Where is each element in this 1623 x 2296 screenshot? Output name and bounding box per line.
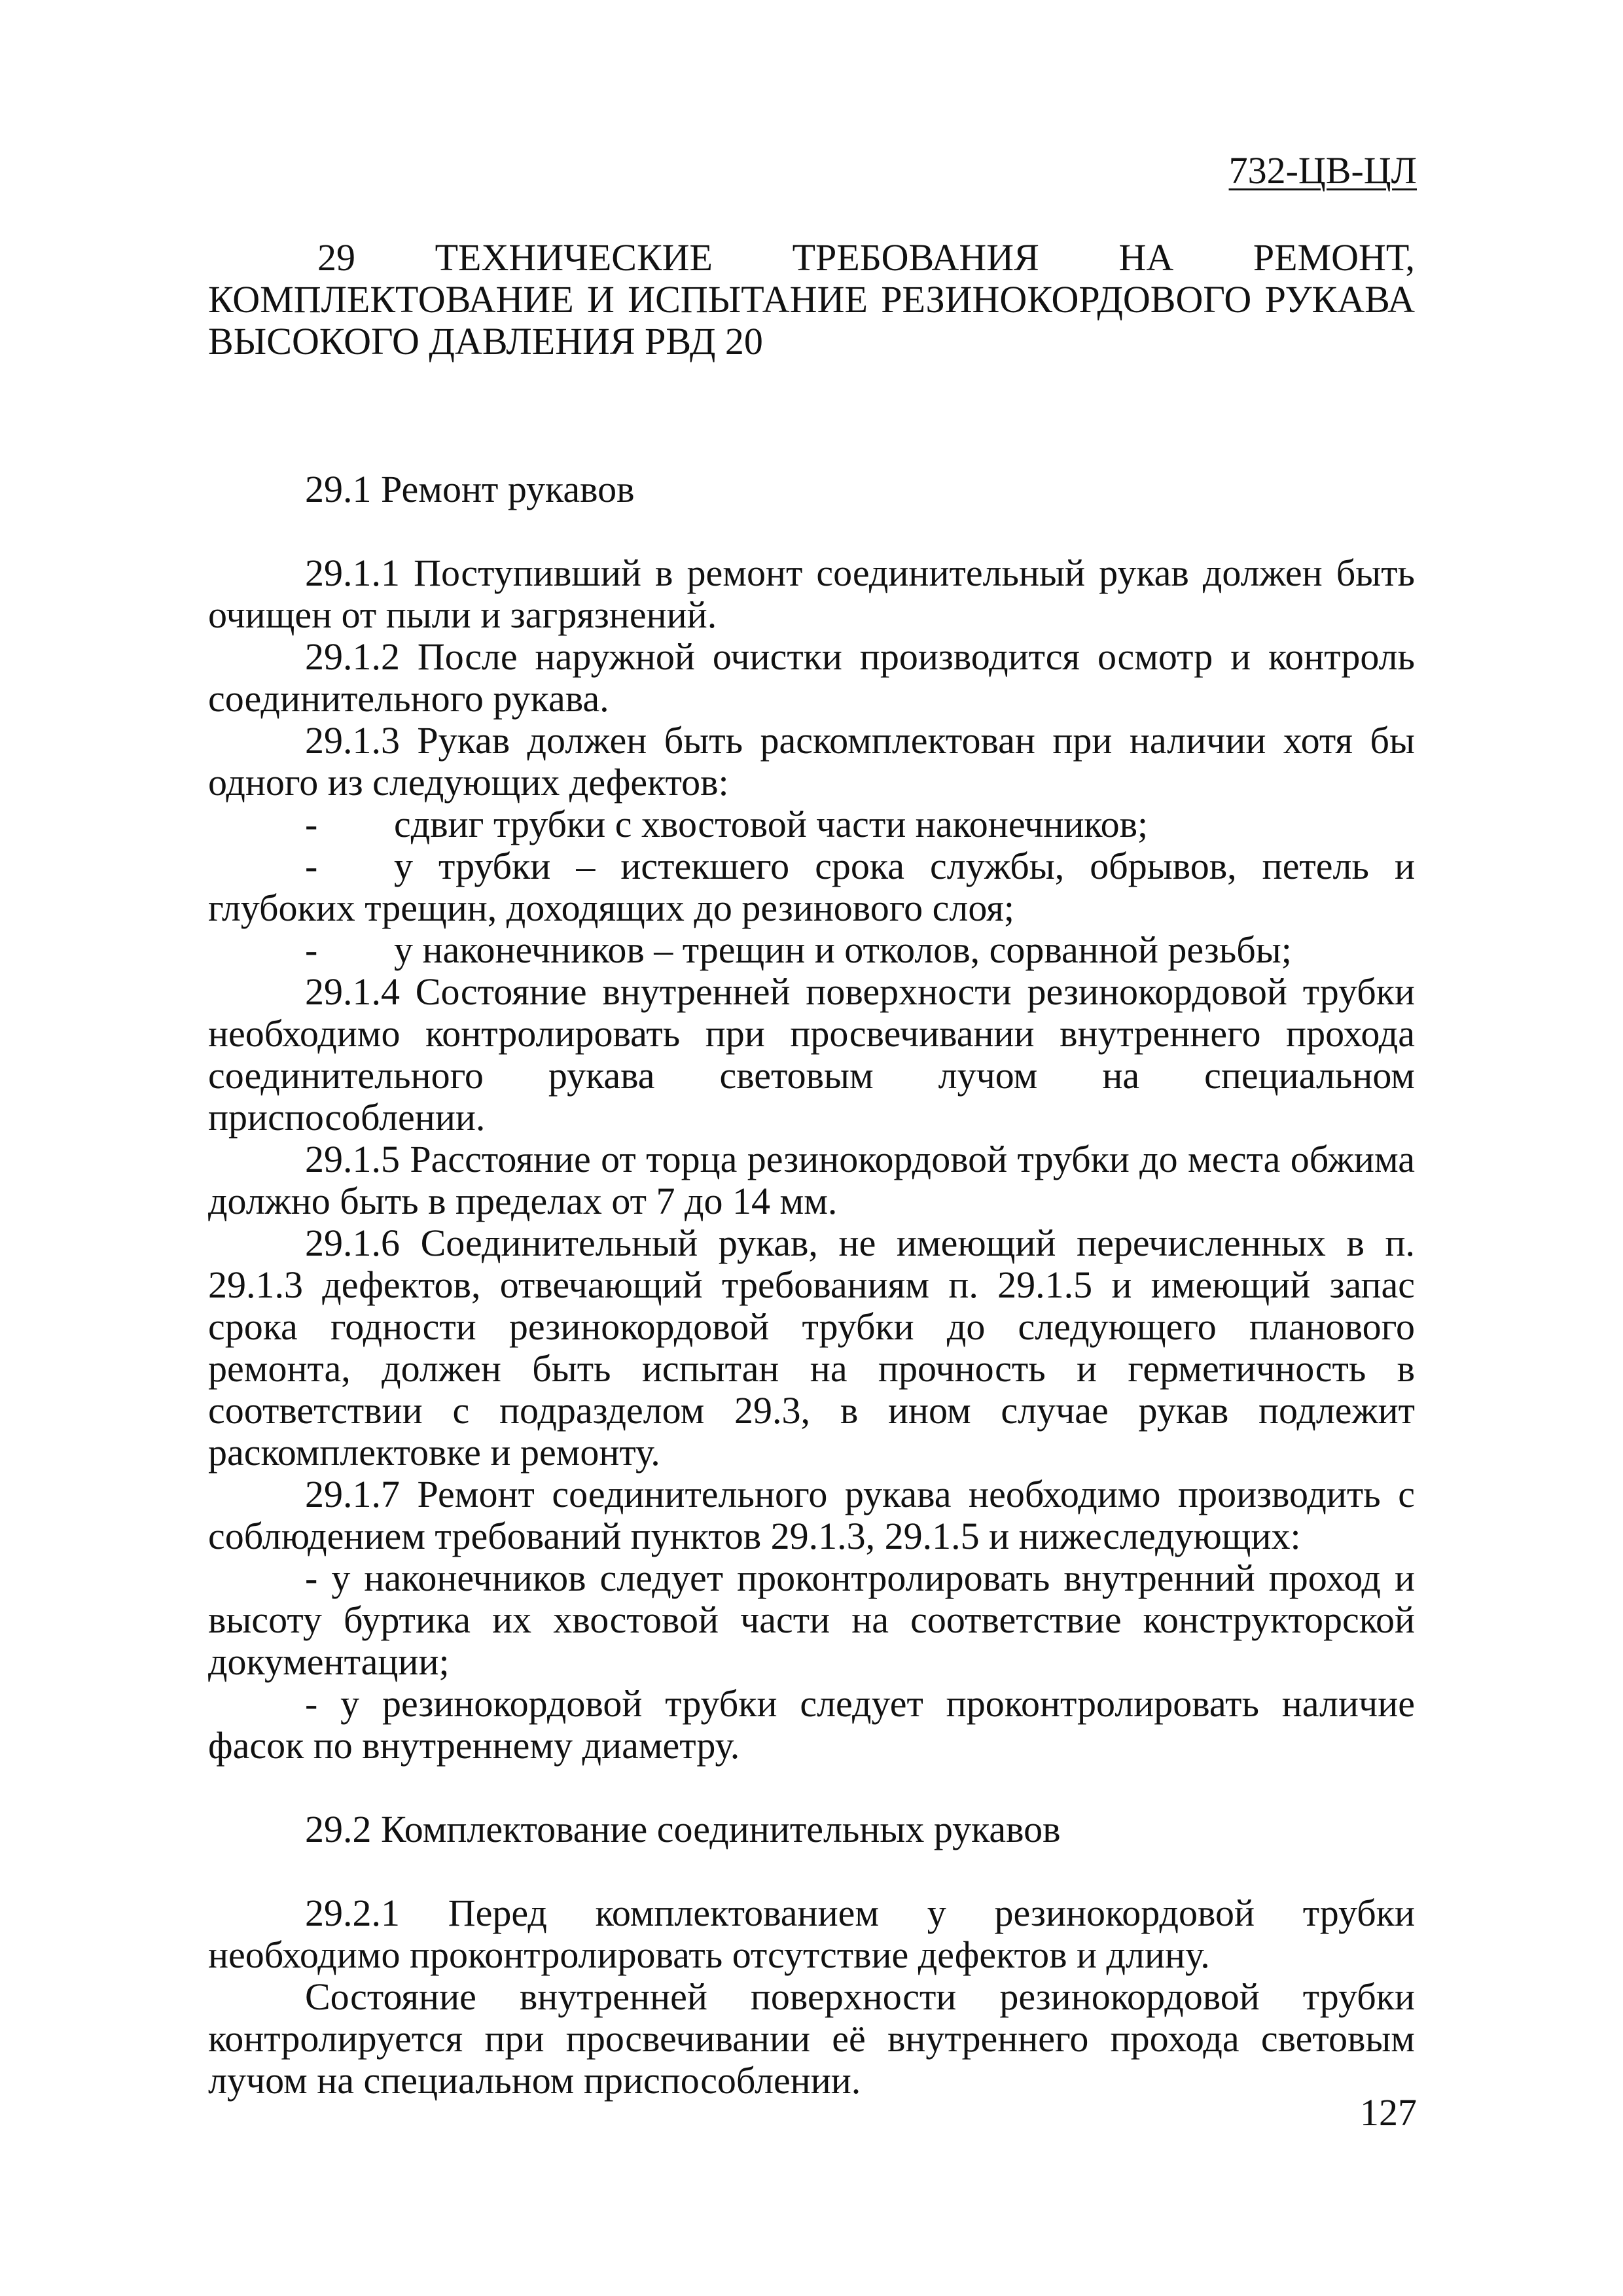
paragraph-tube-check: - у резинокордовой трубки следует проконтролировать наличие фасок по внутреннему диаметру.	[208, 1682, 1415, 1767]
section-heading-number: 29	[317, 236, 355, 279]
paragraph-29-1-7: 29.1.7 Ремонт соединительного рукава необходимо производить с соблюдением требований пунктов 29.1.3, 29.1.5 и нижеследующих:	[208, 1473, 1415, 1557]
page-number: 127	[1360, 2091, 1417, 2134]
defect-item	[208, 845, 1415, 929]
paragraph-29-1-6: 29.1.6 Соединительный рукав, не имеющий перечисленных в п. 29.1.3 дефектов, отвечающий требованиям п. 29.1.5 и имеющий запас срока годности резинокордовой трубки до следующего планового ремонта, должен быть испытан на прочность и герметичность в соответствии с подразделом 29.3, в ином случае рукав подлежит раскомплектовке и ремонту.	[208, 1222, 1415, 1474]
paragraph-29-1-1: 29.1.1 Поступивший в ремонт соединительный рукав должен быть очищен от пыли и загрязнений.	[208, 552, 1415, 636]
section-heading-text: ТЕХНИЧЕСКИЕ ТРЕБОВАНИЯ НА РЕМОНТ, КОМПЛЕКТОВАНИЕ И ИСПЫТАНИЕ РЕЗИНОКОРДОВОГО РУКАВА ВЫСОКОГО ДАВЛЕНИЯ РВД 20	[208, 236, 1416, 362]
spacer	[208, 1767, 1415, 1809]
defect-item	[208, 929, 1415, 971]
dash-bullet: -	[305, 803, 318, 845]
dash-bullet: -	[305, 928, 318, 971]
document-body	[208, 237, 1415, 2102]
defect-item-text: сдвиг трубки с хвостовой части наконечников;	[394, 803, 1149, 845]
paragraph-29-1-5: 29.1.5 Расстояние от торца резинокордовой трубки до места обжима должно быть в пределах от 7 до 14 мм.	[208, 1138, 1415, 1222]
paragraph-29-2-1: 29.2.1 Перед комплектованием у резинокордовой трубки необходимо проконтролировать отсутствие дефектов и длину.	[208, 1892, 1415, 1976]
paragraph-29-1-2: 29.1.2 После наружной очистки производится осмотр и контроль соединительного рукава.	[208, 635, 1415, 720]
dash-bullet: -	[305, 845, 318, 887]
section-heading	[208, 237, 1415, 362]
paragraph-29-1-4: 29.1.4 Состояние внутренней поверхности резинокордовой трубки необходимо контролировать при просвечивании внутреннего прохода соединительного рукава световым лучом на специальном приспособлении.	[208, 970, 1415, 1139]
paragraph-inner-surface: Состояние внутренней поверхности резинокордовой трубки контролируется при просвечивании её внутреннего прохода световым лучом на специальном приспособлении.	[208, 1975, 1415, 2102]
paragraph-29-1-3: 29.1.3 Рукав должен быть раскомплектован при наличии хотя бы одного из следующих дефектов:	[208, 719, 1415, 804]
subsection-title-repair: 29.1 Ремонт рукавов	[305, 468, 635, 510]
defect-item-text: у трубки – истекшего срока службы, обрывов, петель и глубоких трещин, доходящих до резинового слоя;	[208, 845, 1415, 929]
paragraph-tip-check: - у наконечников следует проконтролировать внутренний проход и высоту буртика их хвостовой части на соответствие конструкторской документации;	[208, 1557, 1415, 1683]
defect-item-text: у наконечников – трещин и отколов, сорванной резьбы;	[394, 928, 1292, 971]
subsection-title-assembly: 29.2 Комплектование соединительных рукавов	[305, 1808, 1061, 1850]
document-code: 732-ЦВ-ЦЛ	[1228, 149, 1417, 192]
defect-item	[208, 804, 1415, 845]
